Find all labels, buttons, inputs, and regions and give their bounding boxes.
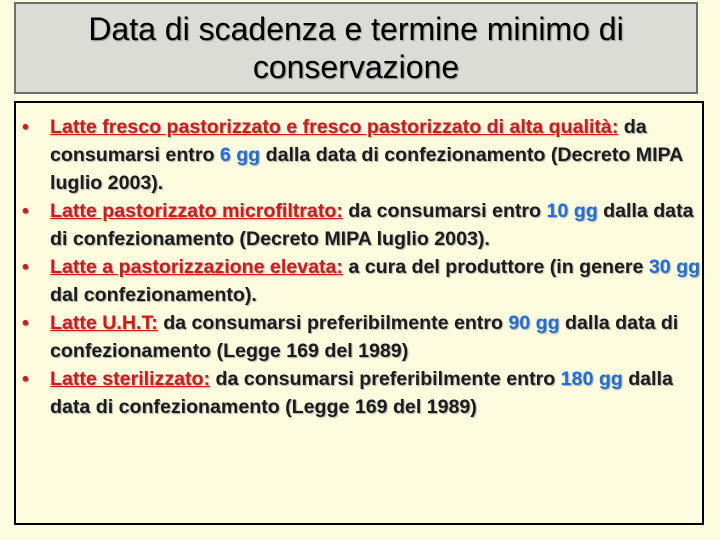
item-number: 6: [219, 144, 231, 166]
item-text: dal confezionamento).: [50, 284, 257, 306]
item-unit: gg: [598, 368, 623, 390]
item-text: da consumarsi preferibilmente entro: [157, 312, 509, 334]
item-text: a cura del produttore (in genere: [342, 256, 649, 278]
item-number: 30: [648, 256, 671, 278]
item-term: Latte fresco pastorizzato e fresco pastorizzato di alta qualità:: [50, 116, 619, 138]
item-text: dalla data di confezionamento (Legge 169 del 1989): [50, 368, 673, 418]
list-item: [16, 197, 702, 253]
list-item: [16, 253, 702, 309]
item-number: 90: [508, 312, 531, 334]
bullet-icon: •: [22, 256, 29, 278]
item-text: da consumarsi preferibilmente entro: [210, 368, 561, 390]
item-unit: gg: [676, 256, 701, 278]
list-item: [16, 309, 702, 365]
item-term: Latte sterilizzato:: [50, 368, 211, 390]
title-box: [14, 2, 698, 94]
item-text: dalla data di confezionamento (Decreto MIPA luglio 2003).: [50, 200, 694, 250]
item-term: Latte U.H.T:: [50, 312, 158, 334]
list-item: [16, 365, 702, 421]
item-text: dalla data di confezionamento (Legge 169 del 1989): [50, 312, 679, 362]
item-term: Latte pastorizzato microfiltrato:: [50, 200, 343, 222]
bullet-icon: •: [22, 116, 29, 138]
item-number: 180: [560, 368, 594, 390]
bullet-icon: •: [22, 200, 29, 222]
bullet-list: [16, 103, 702, 421]
item-unit: gg: [236, 144, 261, 166]
list-item: [16, 113, 702, 197]
slide-title: Data di scadenza e termine minimo di conservazione: [88, 11, 624, 85]
bullet-icon: •: [22, 368, 29, 390]
item-unit: gg: [573, 200, 598, 222]
item-text: dalla data di confezionamento (Decreto MIPA luglio 2003).: [50, 144, 683, 194]
item-text: da consumarsi entro: [50, 116, 647, 166]
item-term: Latte a pastorizzazione elevata:: [50, 256, 343, 278]
item-number: 10: [546, 200, 569, 222]
bullet-icon: •: [22, 312, 29, 334]
item-text: da consumarsi entro: [342, 200, 547, 222]
item-unit: gg: [535, 312, 560, 334]
content-box: [14, 101, 704, 525]
